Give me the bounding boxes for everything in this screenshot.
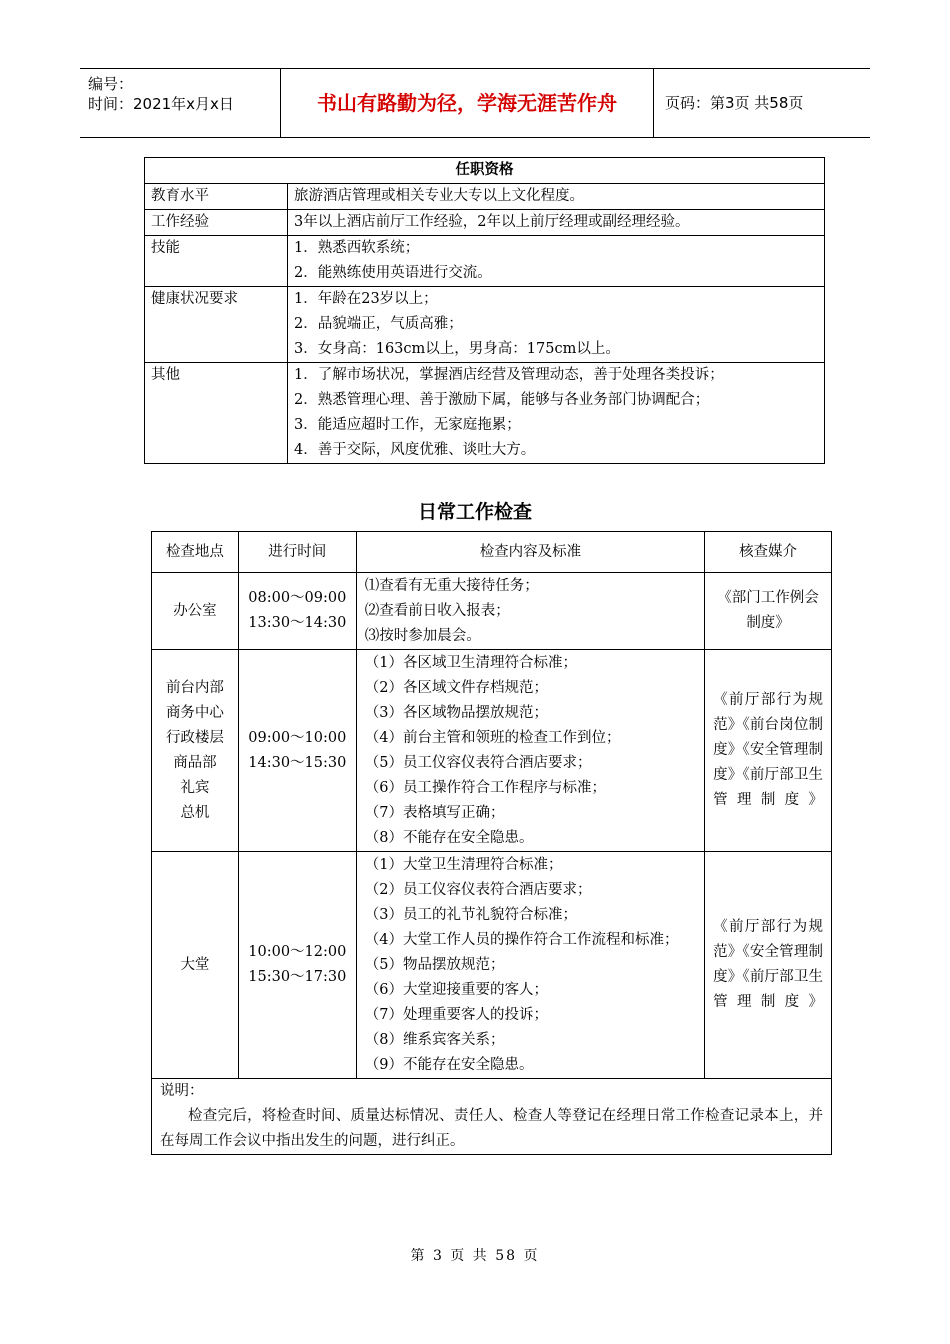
check-item: （5）物品摆放规范； — [364, 957, 505, 973]
check-item: （7）处理重要客人的投诉； — [364, 1007, 548, 1023]
qualifications-table — [144, 157, 825, 464]
note-row — [152, 1079, 832, 1155]
row-label: 健康状况要求 — [145, 287, 288, 363]
row-line: 2．熟悉管理心理、善于激励下属，能够与各业务部门协调配合； — [294, 392, 710, 408]
row-line: 3．女身高：163cm以上，男身高：175cm以上。 — [294, 341, 620, 357]
check-item: ⑴查看有无重大接待任务； — [364, 578, 539, 594]
time-range: 10:00～12:00 — [248, 944, 347, 960]
items-cell — [356, 573, 704, 650]
column-header: 检查地点 — [152, 532, 239, 573]
column-header: 核查媒介 — [705, 532, 832, 573]
table-row — [145, 287, 825, 363]
header-meta — [80, 69, 281, 137]
check-item: （8）不能存在安全隐患。 — [364, 830, 534, 846]
row-content — [288, 287, 825, 363]
table-row — [152, 573, 832, 650]
check-item: （3）各区域物品摆放规范； — [364, 705, 548, 721]
location: 商品部 — [173, 754, 217, 771]
row-label: 其他 — [145, 363, 288, 464]
location: 办公室 — [173, 602, 217, 619]
note-title: 说明： — [160, 1083, 204, 1099]
qualifications-title: 任职资格 — [145, 158, 825, 184]
check-item: （1）大堂卫生清理符合标准； — [364, 857, 563, 873]
daily-check-table — [151, 531, 832, 1155]
check-item: （4）前台主管和领班的检查工作到位； — [364, 730, 621, 746]
row-content — [288, 236, 825, 287]
check-item: （4）大堂工作人员的操作符合工作流程和标准； — [364, 932, 679, 948]
table-row — [145, 184, 825, 210]
number-label: 编号： — [88, 75, 134, 93]
time-range: 13:30～14:30 — [248, 615, 347, 631]
page-footer: 第 3 页 共 58 页 — [410, 1248, 540, 1264]
column-header: 进行时间 — [238, 532, 356, 573]
location: 总机 — [180, 804, 210, 821]
header-page-info: 页码：第3页 共58页 — [665, 94, 804, 112]
header-motto: 书山有路勤为径，学海无涯苦作舟 — [281, 69, 654, 137]
location: 礼宾 — [180, 779, 210, 796]
row-line: 1．了解市场状况，掌握酒店经营及管理动态，善于处理各类投诉； — [294, 367, 724, 383]
time-cell — [238, 573, 356, 650]
time-cell — [238, 852, 356, 1079]
items-cell — [356, 650, 704, 852]
row-label: 技能 — [145, 236, 288, 287]
row-content — [288, 363, 825, 464]
row-content — [288, 184, 825, 210]
check-item: ⑶按时参加晨会。 — [364, 628, 481, 644]
media-cell: 《部门工作例会制度》 — [705, 573, 832, 650]
media-cell: 《前厅部行为规范》《安全管理制度》《前厅部卫生管理制度》 — [705, 852, 832, 1079]
row-line: 2．能熟练使用英语进行交流。 — [294, 265, 492, 281]
location: 行政楼层 — [165, 729, 224, 746]
row-line: 4．善于交际，风度优雅、谈吐大方。 — [294, 442, 536, 458]
table-row — [145, 236, 825, 287]
table-header-row — [152, 532, 832, 573]
table-row — [145, 210, 825, 236]
location: 大堂 — [180, 956, 210, 973]
location-cell — [152, 650, 239, 852]
check-item: （2）各区域文件存档规范； — [364, 680, 548, 696]
section-title: 日常工作检查 — [417, 501, 532, 523]
row-line: 3年以上酒店前厅工作经验，2年以上前厅经理或副经理经验。 — [294, 214, 690, 230]
check-item: （6）员工操作符合工作程序与标准； — [364, 780, 606, 796]
check-item: （9）不能存在安全隐患。 — [364, 1057, 534, 1073]
table-row — [145, 363, 825, 464]
row-line: 旅游酒店管理或相关专业大专以上文化程度。 — [294, 188, 584, 204]
row-content — [288, 210, 825, 236]
table-row — [152, 650, 832, 852]
row-line: 1．熟悉西软系统； — [294, 240, 420, 256]
row-line: 3．能适应超时工作，无家庭拖累； — [294, 417, 521, 433]
column-header: 检查内容及标准 — [356, 532, 704, 573]
table-row — [152, 852, 832, 1079]
row-label: 工作经验 — [145, 210, 288, 236]
location-cell — [152, 852, 239, 1079]
location-cell — [152, 573, 239, 650]
time-range: 15:30～17:30 — [248, 969, 347, 985]
row-line: 2．品貌端正，气质高雅； — [294, 316, 463, 332]
row-label: 教育水平 — [145, 184, 288, 210]
time-range: 08:00～09:00 — [248, 590, 347, 606]
time-range: 09:00～10:00 — [248, 729, 347, 746]
note-cell — [152, 1079, 832, 1155]
check-item: （3）员工的礼节礼貌符合标准； — [364, 907, 577, 923]
time-label: 时间：2021年x月x日 — [88, 95, 234, 113]
time-range: 14:30～15:30 — [248, 754, 347, 771]
check-item: （5）员工仪容仪表符合酒店要求； — [364, 755, 592, 771]
time-cell — [238, 650, 356, 852]
check-item: （1）各区域卫生清理符合标准； — [364, 655, 577, 671]
check-item: （6）大堂迎接重要的客人； — [364, 982, 548, 998]
items-cell — [356, 852, 704, 1079]
check-item: （8）维系宾客关系； — [364, 1032, 505, 1048]
location: 前台内部 — [165, 679, 224, 696]
check-item: （2）员工仪容仪表符合酒店要求； — [364, 882, 592, 898]
media-cell: 《前厅部行为规范》《前台岗位制度》《安全管理制度》《前厅部卫生管理制度》 — [705, 650, 832, 852]
note-text: 检查完后，将检查时间、质量达标情况、责任人、检查人等登记在经理日常工作检查记录本上，并在每周工作会议中指出发生的问题，进行纠正。 — [160, 1108, 823, 1149]
check-item: （7）表格填写正确； — [364, 805, 505, 821]
row-line: 1．年龄在23岁以上； — [294, 291, 438, 307]
page-header — [80, 68, 870, 138]
check-item: ⑵查看前日收入报表； — [364, 603, 510, 619]
location: 商务中心 — [165, 704, 224, 721]
